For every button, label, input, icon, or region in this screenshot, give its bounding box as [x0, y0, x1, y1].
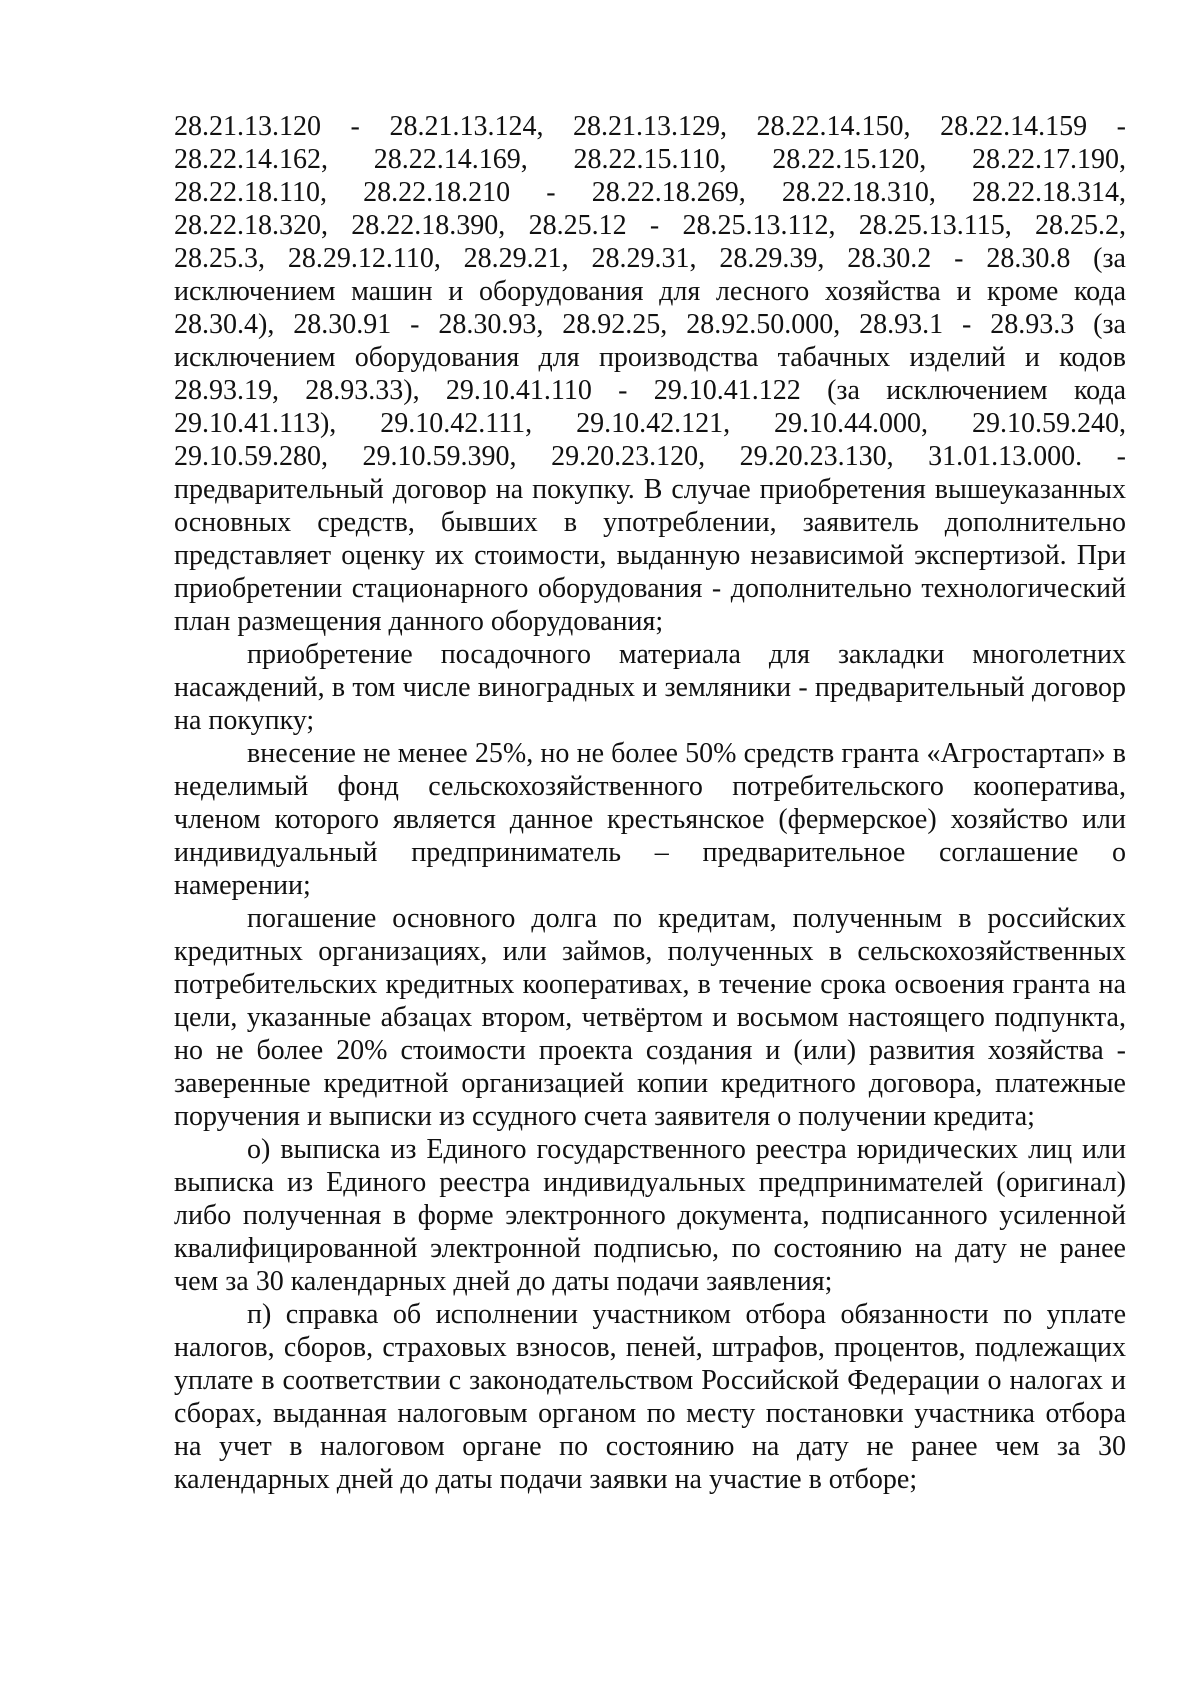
- paragraph-okved-codes: 28.21.13.120 - 28.21.13.124, 28.21.13.129, 28.22.14.150, 28.22.14.159 - 28.22.14.162, 28.22.14.169, 28.22.15.110, 28.22.15.120, 28.22.17.190, 28.22.18.110, 28.22.18.210 - 28.22.18.269, 28.22.18.310, 28.22.18.314, 28.22.18.320, 28.22.18.390, 28.25.12 - 28.25.13.112, 28.25.13.115, 28.25.2, 28.25.3, 28.29.12.110, 28.29.21, 28.29.31, 28.29.39, 28.30.2 - 28.30.8 (за исключением машин и оборудования для лесного хозяйства и кроме кода 28.30.4), 28.30.91 - 28.30.93, 28.92.25, 28.92.50.000, 28.93.1 - 28.93.3 (за исключением оборудования для производства табачных изделий и кодов 28.93.19, 28.93.33), 29.10.41.110 - 29.10.41.122 (за исключением кода 29.10.41.113), 29.10.42.111, 29.10.42.121, 29.10.44.000, 29.10.59.240, 29.10.59.280, 29.10.59.390, 29.20.23.120, 29.20.23.130, 31.01.13.000. - предварительный договор на покупку. В случае приобретения вышеуказанных основных средств, бывших в употреблении, заявитель дополнительно представляет оценку их стоимости, выданную независимой экспертизой. При приобретении стационарного оборудования - дополнительно технологический план размещения данного оборудования;: [174, 111, 1126, 637]
- paragraph-item-o-registry-extract: о) выписка из Единого государственного реестра юридических лиц или выписка из Единого реестра индивидуальных предпринимателей (оригинал) либо полученная в форме электронного документа, подписанного усиленной квалифицированной электронной подписью, по состоянию на дату не ранее чем за 30 календарных дней до даты подачи заявления;: [174, 1134, 1126, 1297]
- paragraph-item-p-tax-certificate: п) справка об исполнении участником отбора обязанности по уплате налогов, сборов, страховых взносов, пеней, штрафов, процентов, подлежащих уплате в соответствии с законодательством Российской Федерации о налогах и сборах, выданная налоговым органом по месту постановки участника отбора на учет в налоговом органе по состоянию на дату не ранее чем за 30 календарных дней до даты подачи заявки на участие в отборе;: [174, 1299, 1126, 1495]
- paragraph-planting-material: приобретение посадочного материала для закладки многолетних насаждений, в том числе виноградных и земляники - предварительный договор на покупку;: [174, 639, 1126, 736]
- paragraph-agrostartup-fund: внесение не менее 25%, но не более 50% средств гранта «Агростартап» в неделимый фонд сельскохозяйственного потребительского кооператива, членом которого является данное крестьянское (фермерское) хозяйство или индивидуальный предприниматель – предварительное соглашение о намерении;: [174, 738, 1126, 901]
- paragraph-loan-repayment: погашение основного долга по кредитам, полученным в российских кредитных организациях, или займов, полученных в сельскохозяйственных потребительских кредитных кооперативах, в течение срока освоения гранта на цели, указанные абзацах втором, четвёртом и восьмом настоящего подпункта, но не более 20% стоимости проекта создания и (или) развития хозяйства - заверенные кредитной организацией копии кредитного договора, платежные поручения и выписки из ссудного счета заявителя о получении кредита;: [174, 903, 1126, 1132]
- document-page: [174, 110, 1126, 1496]
